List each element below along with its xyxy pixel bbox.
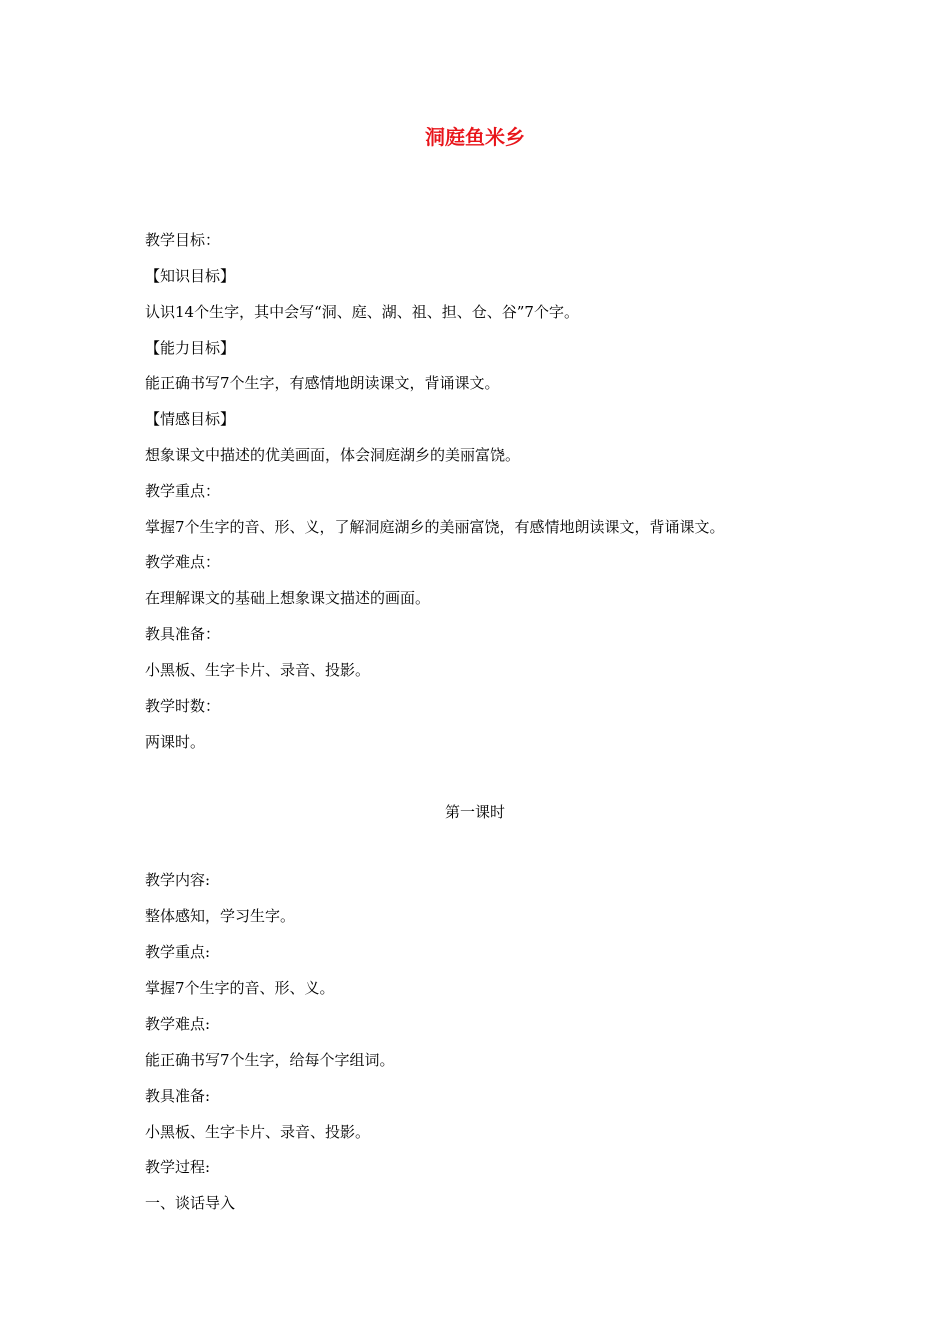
text-line: 教学重点： (145, 482, 221, 500)
text-line: 教学重点: (145, 943, 211, 961)
text-line: 想象课文中描述的优美画面，体会洞庭湖乡的美丽富饶。 (145, 446, 521, 464)
text-line: 整体感知，学习生字。 (145, 907, 296, 925)
text-line: 教具准备： (145, 625, 221, 643)
text-line: 小黑板、生字卡片、录音、投影。 (145, 661, 371, 679)
text-line: 【情感目标】 (145, 410, 236, 428)
text-line: 教学内容: (145, 871, 211, 889)
text-line: 【能力目标】 (145, 339, 236, 357)
text-line: 能正确书写7个生字，给每个字组词。 (145, 1051, 395, 1069)
text-line: 掌握7个生字的音、形、义。 (145, 979, 335, 997)
text-line: 教学过程: (145, 1158, 211, 1176)
text-line: 掌握7个生字的音、形、义，了解洞庭湖乡的美丽富饶，有感情地朗读课文，背诵课文。 (145, 518, 725, 536)
text-line: 教学时数： (145, 697, 221, 715)
text-line: 教学目标： (145, 231, 221, 249)
text-line: 教学难点： (145, 553, 221, 571)
text-line: 一、谈话导入 (145, 1194, 236, 1212)
text-line: 认识14个生字，其中会写“洞、庭、湖、祖、担、仓、谷”7个字。 (145, 303, 579, 321)
text-line: 能正确书写7个生字，有感情地朗读课文，背诵课文。 (145, 374, 500, 392)
text-line: 教学难点: (145, 1015, 211, 1033)
text-line: 小黑板、生字卡片、录音、投影。 (145, 1123, 371, 1141)
text-line: 两课时。 (145, 733, 206, 751)
section-heading: 第一课时 (444, 803, 505, 821)
text-line: 教具准备: (145, 1087, 211, 1105)
document-title: 洞庭鱼米乡 (425, 125, 525, 149)
text-line: 在理解课文的基础上想象课文描述的画面。 (145, 589, 431, 607)
text-line: 【知识目标】 (145, 267, 236, 285)
